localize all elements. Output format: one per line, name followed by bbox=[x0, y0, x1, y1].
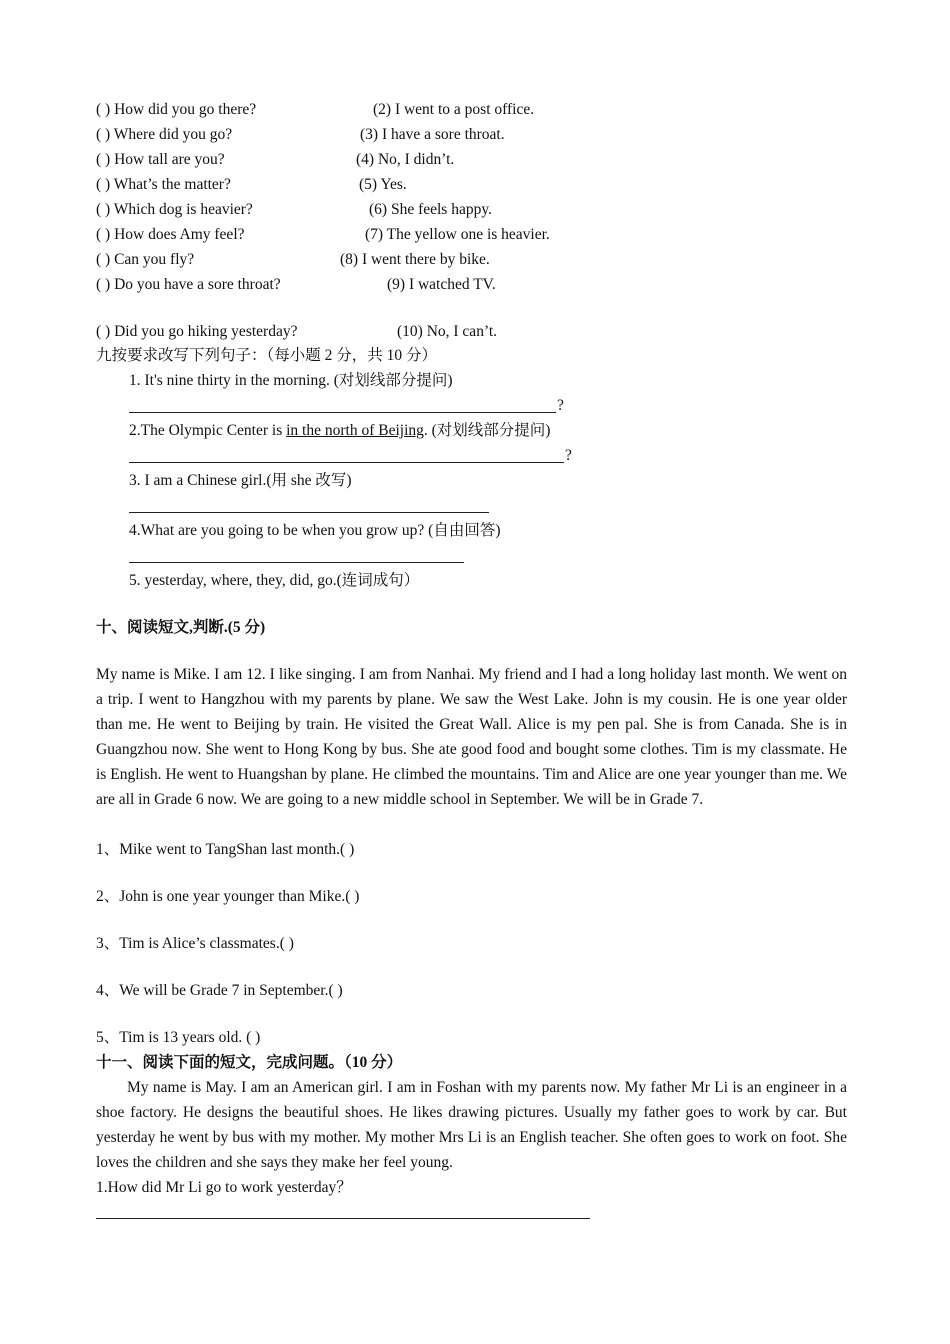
match-question-5: ( ) Which dog is heavier? bbox=[96, 201, 253, 218]
reading-passage-2: My name is May. I am an American girl. I am in Foshan with my parents now. My father Mr Li is an engineer in a shoe factory. He designs the beautiful shoes. He likes drawing pictures. Usually my father goes to work by car. But yesterday he went by bus with my mother. My mother Mrs Li is an English teacher. She often goes to work on foot. She loves the children and she says they make her feel young. bbox=[96, 1079, 847, 1171]
underlined-phrase: in the north of Beijing bbox=[286, 422, 424, 439]
match-answer-9: (9) I watched TV. bbox=[387, 276, 496, 293]
judge-item-5: 5、Tim is 13 years old. ( ) bbox=[96, 1029, 261, 1046]
match-question-4: ( ) What’s the matter? bbox=[96, 176, 231, 193]
match-answer-7: (7) The yellow one is heavier. bbox=[365, 226, 550, 243]
answer-blank-comprehension-1[interactable] bbox=[96, 1218, 590, 1219]
answer-blank-1[interactable] bbox=[129, 412, 556, 413]
match-question-8: ( ) Do you have a sore throat? bbox=[96, 276, 281, 293]
answer-blank-2[interactable] bbox=[129, 462, 564, 463]
rewrite-question-4: 4.What are you going to be when you grow up? (自由回答) bbox=[129, 522, 501, 539]
match-answer-6: (6) She feels happy. bbox=[369, 201, 492, 218]
rewrite-question-5: 5. yesterday, where, they, did, go.(连词成句） bbox=[129, 572, 420, 589]
reading-passage-1: My name is Mike. I am 12. I like singing. I am from Nanhai. My friend and I had a long holiday last month. We went on a trip. I went to Hangzhou with my parents by plane. We saw the West Lake. John is my cousin. He is one year older than me. He went to Beijing by train. He visited the Great Wall. Alice is my pen pal. She is from Canada. She is in Guangzhou now. She went to Hong Kong by bus. She ate good food and bought some clothes. Tim is my classmate. He is English. He went to Huangshan by plane. He climbed the mountains. Tim and Alice are one year younger than me. We are all in Grade 6 now. We are going to a new middle school in September. We will be in Grade 7. bbox=[96, 666, 847, 808]
rewrite-question-2-instruction: . (对划线部分提问) bbox=[423, 422, 551, 439]
question-mark-1: ? bbox=[557, 397, 564, 414]
rewrite-question-2-text: 2.The Olympic Center is bbox=[129, 422, 287, 439]
match-answer-2: (2) I went to a post office. bbox=[373, 101, 535, 118]
match-answer-3: (3) I have a sore throat. bbox=[360, 126, 505, 143]
judge-item-1: 1、Mike went to TangShan last month.( ) bbox=[96, 841, 355, 858]
rewrite-question-1: 1. It's nine thirty in the morning. (对划线部分提问) bbox=[129, 372, 453, 389]
match-question-3: ( ) How tall are you? bbox=[96, 151, 225, 168]
match-question-6: ( ) How does Amy feel? bbox=[96, 226, 245, 243]
answer-blank-3[interactable] bbox=[129, 512, 489, 513]
match-question-1: ( ) How did you go there? bbox=[96, 101, 257, 118]
match-answer-5: (5) Yes. bbox=[359, 176, 407, 193]
rewrite-question-2 bbox=[129, 421, 550, 441]
match-question-2: ( ) Where did you go? bbox=[96, 126, 233, 143]
section10-heading: 十、阅读短文,判断.(5 分) bbox=[96, 619, 266, 636]
judge-item-3: 3、Tim is Alice’s classmates.( ) bbox=[96, 935, 294, 952]
section9-heading: 九按要求改写下列句子：（每小题 2 分，共 10 分） bbox=[96, 347, 438, 364]
match-answer-4: (4) No, I didn’t. bbox=[356, 151, 455, 168]
answer-blank-4[interactable] bbox=[129, 562, 464, 563]
section11-heading: 十一、阅读下面的短文，完成问题。（10 分） bbox=[96, 1054, 403, 1071]
match-question-7: ( ) Can you fly? bbox=[96, 251, 195, 268]
judge-item-4: 4、We will be Grade 7 in September.( ) bbox=[96, 982, 343, 999]
question-mark-2: ? bbox=[565, 447, 572, 464]
match-answer-10: (10) No, I can’t. bbox=[397, 323, 498, 340]
rewrite-question-3: 3. I am a Chinese girl.(用 she 改写) bbox=[129, 472, 352, 489]
match-answer-8: (8) I went there by bike. bbox=[340, 251, 490, 268]
comprehension-question-1: 1.How did Mr Li go to work yesterday？ bbox=[96, 1179, 352, 1196]
judge-item-2: 2、John is one year younger than Mike.( ) bbox=[96, 888, 360, 905]
match-question-9: ( ) Did you go hiking yesterday? bbox=[96, 323, 298, 340]
